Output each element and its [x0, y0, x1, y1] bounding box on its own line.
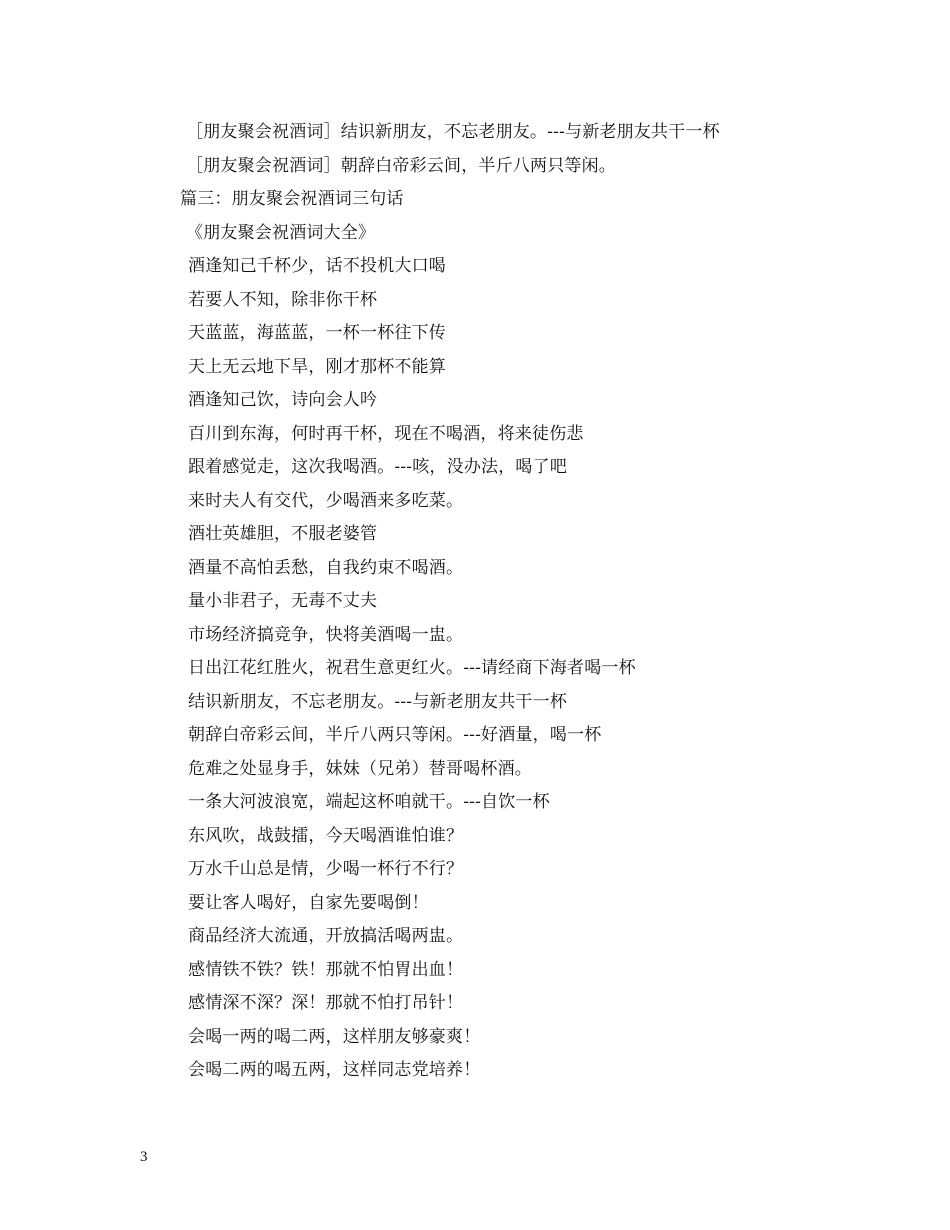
text-line: 酒逢知己千杯少，话不投机大口喝: [188, 256, 446, 276]
text-line: 百川到东海，何时再干杯，现在不喝酒，将来徒伤悲: [188, 423, 584, 444]
text-line: 危难之处显身手，妹妹（兄弟）替哥喝杯酒。: [188, 758, 532, 779]
text-line: 感情铁不铁？铁！那就不怕胃出血！: [188, 959, 464, 980]
text-line: 天蓝蓝，海蓝蓝，一杯一杯往下传: [188, 323, 446, 343]
text-line: 万水千山总是情，少喝一杯行不行？: [188, 859, 464, 879]
text-line: 酒量不高怕丢愁，自我约束不喝酒。: [188, 557, 464, 578]
text-line: ［朋友聚会祝酒词］朝辞白帝彩云间，半斤八两只等闲。: [186, 155, 616, 176]
text-line: 酒壮英雄胆，不服老婆管: [188, 524, 378, 544]
text-line: 要让客人喝好，自家先要喝倒！: [188, 892, 429, 913]
document-body: [180, 116, 880, 1088]
text-line: 天上无云地下旱，刚才那杯不能算: [188, 356, 446, 377]
text-line: 日出江花红胜火，祝君生意更红火。---请经商下海者喝一杯: [188, 658, 636, 678]
text-line: 结识新朋友，不忘老朋友。---与新老朋友共干一杯: [188, 691, 568, 712]
page-number: 3: [140, 1149, 148, 1165]
text-line: 来时夫人有交代，少喝酒来多吃菜。: [188, 490, 464, 511]
text-line: 若要人不知，除非你干杯: [188, 289, 378, 310]
text-line: 东风吹，战鼓擂，今天喝酒谁怕谁？: [188, 825, 464, 846]
text-line: 会喝二两的喝五两，这样同志党培养！: [188, 1060, 481, 1080]
text-line: 一条大河波浪宽，端起这杯咱就干。---自饮一杯: [188, 792, 550, 812]
text-line: 商品经济大流通，开放搞活喝两盅。: [188, 926, 464, 946]
text-line: 会喝一两的喝二两，这样朋友够豪爽！: [188, 1026, 481, 1047]
text-line: 酒逢知己饮，诗向会人吟: [188, 390, 378, 410]
collection-title: 《朋友聚会祝酒词大全》: [186, 222, 376, 243]
text-line: 朝辞白帝彩云间，半斤八两只等闲。---好酒量，喝一杯: [188, 725, 602, 745]
text-line: 量小非君子，无毒不丈夫: [188, 591, 378, 611]
text-line: 感情深不深？深！那就不怕打吊针！: [188, 993, 464, 1013]
text-line: 市场经济搞竞争，快将美酒喝一盅。: [188, 624, 464, 645]
text-line: 跟着感觉走，这次我喝酒。---咳，没办法，喝了吧: [188, 457, 568, 477]
section-heading: 篇三：朋友聚会祝酒词三句话: [180, 189, 404, 209]
text-line: ［朋友聚会祝酒词］结识新朋友，不忘老朋友。---与新老朋友共干一杯: [186, 122, 720, 142]
